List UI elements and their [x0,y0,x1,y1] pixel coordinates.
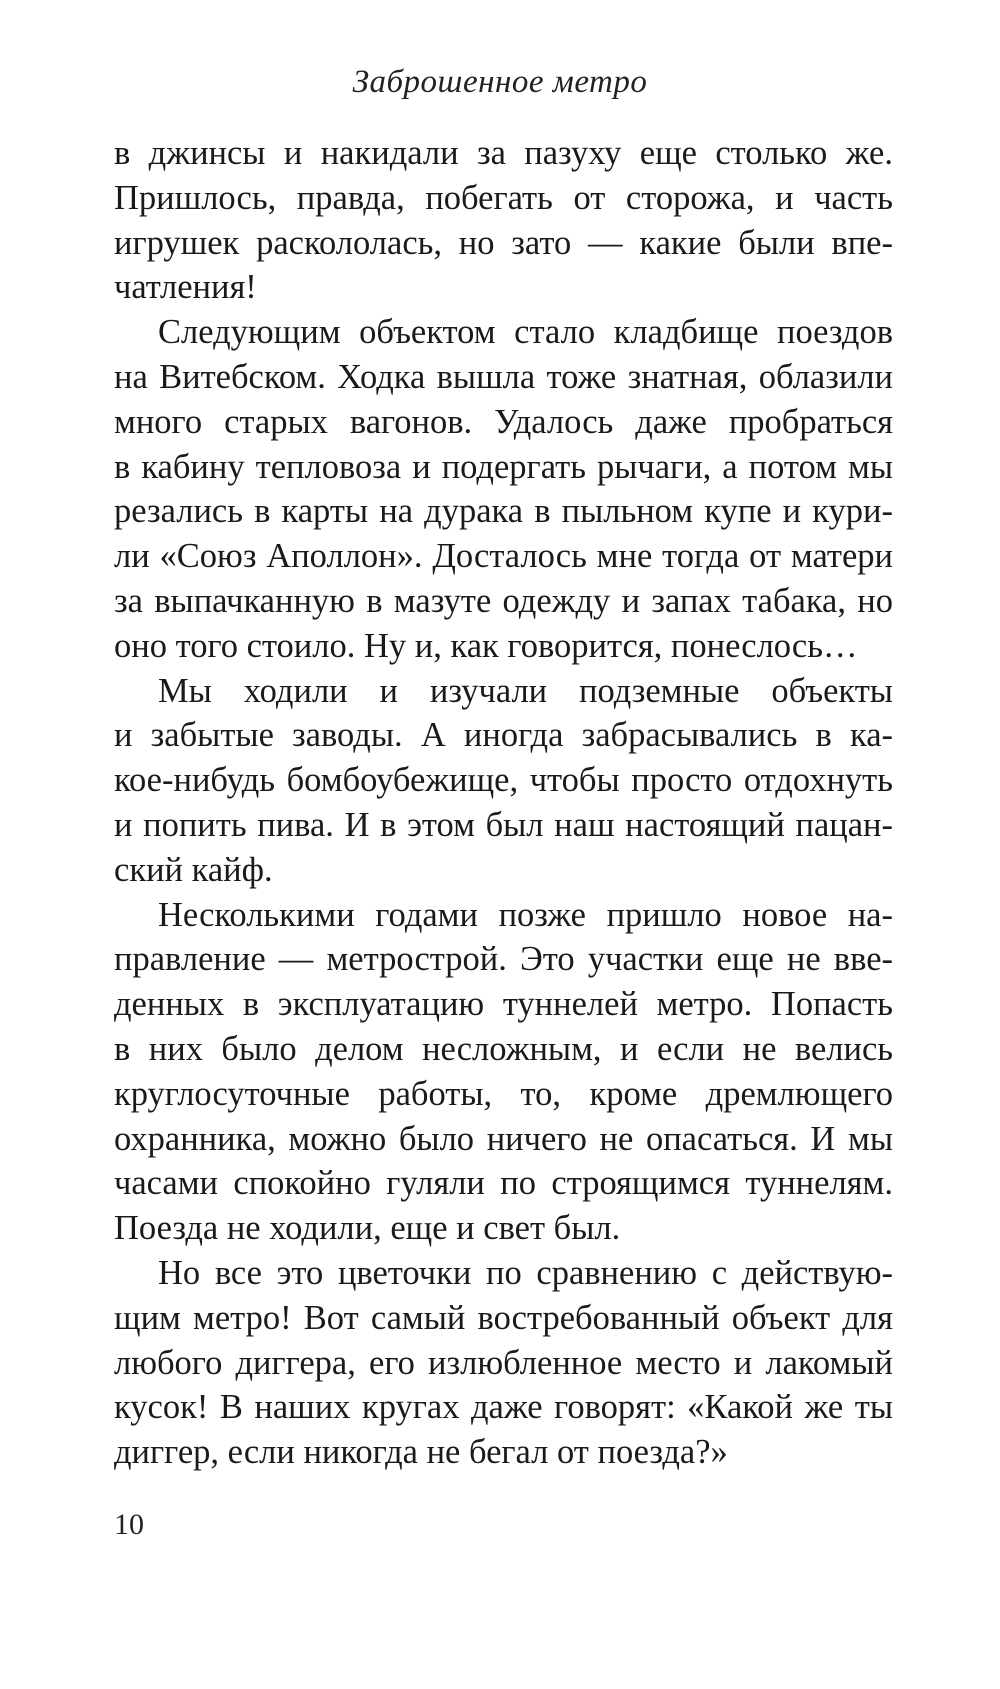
text-line: игрушек раскололась, но зато — какие были впе- [114,223,893,262]
paragraph [114,669,893,893]
text-line: за выпачканную в мазуте одежду и запах табака, но [114,581,893,620]
text-line: денных в эксплуатацию туннелей метро. Попасть [114,985,893,1024]
text-line: оно того стоило. Ну и, как говорится, понеслось… [114,626,858,665]
body-text [114,131,893,1475]
text-line: в кабину тепловоза и подергать рычаги, а потом мы [114,447,893,486]
page-number: 10 [114,1508,144,1541]
text-line: щим метро! Вот самый востребованный объект для [114,1298,893,1337]
text-line: круглосуточные работы, то, кроме дремлющего [114,1074,893,1113]
text-line: и забытые заводы. А иногда забрасывались в ка- [114,716,893,755]
paragraph [114,1251,893,1475]
text-line: Но все это цветочки по сравнению с действую- [158,1253,893,1292]
text-line: диггер, если никогда не бегал от поезда?» [114,1433,728,1472]
text-line: часами спокойно гуляли по строящимся туннелям. [114,1164,893,1203]
text-line: Мы ходили и изучали подземные объекты [158,671,893,710]
text-line: в джинсы и накидали за пазуху еще столько же. [114,134,893,172]
paragraph [114,131,893,310]
text-line: и попить пива. И в этом был наш настоящий пацан- [114,805,893,844]
text-line: кое-нибудь бомбоубежище, чтобы просто отдохнуть [114,761,893,800]
text-line: правление — метрострой. Это участки еще не вве- [114,940,893,979]
text-line: Следующим объектом стало кладбище поездов [158,313,893,352]
text-line: кусок! В наших кругах даже говорят: «Какой же ты [114,1388,893,1427]
running-head: Заброшенное метро [352,64,648,100]
text-line: резались в карты на дурака в пыльном купе и кури- [114,492,893,531]
paragraph [114,893,893,1251]
text-line: любого диггера, его излюбленное место и лакомый [114,1343,893,1382]
text-line: ский кайф. [114,850,273,889]
text-line: Пришлось, правда, побегать от сторожа, и часть [114,178,893,217]
text-line: на Витебском. Ходка вышла тоже знатная, облазили [114,357,893,396]
paragraph [114,310,893,668]
text-line: охранника, можно было ничего не опасаться. И мы [114,1119,893,1158]
text-line: Несколькими годами позже пришло новое на- [158,895,893,934]
text-line: много старых вагонов. Удалось даже пробраться [114,402,893,441]
text-line: чатления! [114,268,257,307]
text-line: Поезда не ходили, еще и свет был. [114,1209,621,1248]
text-line: в них было делом несложным, и если не велись [114,1029,893,1068]
text-line: ли «Союз Аполлон». Досталось мне тогда от матери [114,537,893,576]
